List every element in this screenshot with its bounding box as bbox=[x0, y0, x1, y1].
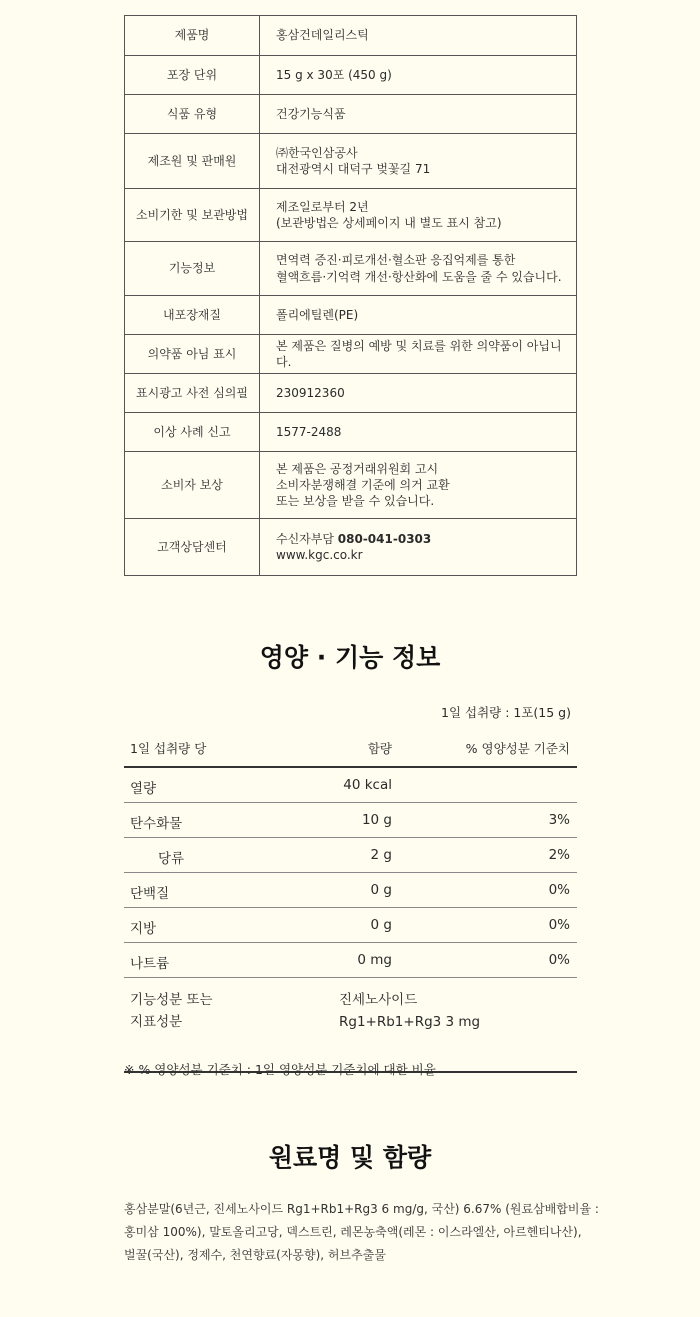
info-label: 표시광고 사전 심의필 bbox=[125, 374, 260, 413]
info-label: 내포장재질 bbox=[125, 296, 260, 335]
info-row-not-medicine bbox=[125, 335, 577, 374]
info-value bbox=[260, 519, 577, 576]
info-row-manufacturer bbox=[125, 134, 577, 189]
nutrition-row-sodium: 나트륨 0 mg 0% bbox=[124, 943, 577, 978]
nutrition-row-protein: 단백질 0 g 0% bbox=[124, 873, 577, 908]
header-amount: 함량 bbox=[367, 741, 392, 756]
info-label: 소비기한 및 보관방법 bbox=[125, 189, 260, 242]
info-label: 식품 유형 bbox=[125, 95, 260, 134]
info-row-compensation bbox=[125, 452, 577, 519]
info-label: 제품명 bbox=[125, 16, 260, 56]
ingredients-title: 원료명 및 함량 bbox=[268, 1143, 432, 1172]
product-info-table bbox=[124, 15, 577, 576]
info-value: 홍삼건데일리스틱 bbox=[260, 16, 577, 56]
info-value: 1577-2488 bbox=[260, 413, 577, 452]
functional-label: 기능성분 또는 지표성분 bbox=[130, 992, 213, 1030]
info-value: 폴리에틸렌(PE) bbox=[260, 296, 577, 335]
phone-number: 080-041-0303 bbox=[337, 531, 432, 546]
info-row-adverse-report bbox=[125, 413, 577, 452]
nutrition-header bbox=[124, 733, 577, 768]
daily-value-footnote: ※ % 영양성분 기준치 : 1일 영양성분 기준치에 대한 비율 bbox=[124, 1062, 436, 1077]
info-value: 면역력 증진·피로개선·혈소판 응집억제를 통한 혈액흐름·기억력 개선·항산화에 도움을 줄 수 있습니다. bbox=[260, 242, 577, 296]
info-row-product-name bbox=[125, 16, 577, 56]
nutrition-row-calories: 열량 40 kcal bbox=[124, 768, 577, 803]
info-value: ㈜한국인삼공사 대전광역시 대덕구 벚꽃길 71 bbox=[260, 134, 577, 189]
info-label: 고객상담센터 bbox=[125, 519, 260, 576]
info-value: 본 제품은 공정거래위원회 고시 소비자분쟁해결 기준에 의거 교환 또는 보상을 받을 수 있습니다. bbox=[260, 452, 577, 519]
info-value: 제조일로부터 2년 (보관방법은 상세페이지 내 별도 표시 참고) bbox=[260, 189, 577, 242]
info-label: 의약품 아님 표시 bbox=[125, 335, 260, 374]
info-label: 포장 단위 bbox=[125, 56, 260, 95]
info-value: 건강기능식품 bbox=[260, 95, 577, 134]
nutrition-table bbox=[124, 733, 577, 1073]
ingredients-text: 홍삼분말(6년근, 진세노사이드 Rg1+Rb1+Rg3 6 mg/g, 국산) 6.67% (원료삼배합비율 : 홍미삼 100%), 말토올리고당, 덱스트린, 레몬농축액(레몬 : 이스라엘산, 아르헨티나산), 벌꿀(국산), 정제수, 천연향료(자몽향), 허브추출물 bbox=[124, 1202, 599, 1262]
info-label: 이상 사례 신고 bbox=[125, 413, 260, 452]
info-row-food-type bbox=[125, 95, 577, 134]
functional-value: 진세노사이드 Rg1+Rb1+Rg3 3 mg bbox=[339, 992, 481, 1030]
header-daily-value: % 영양성분 기준치 bbox=[465, 741, 570, 756]
info-row-customer-center bbox=[125, 519, 577, 576]
info-label: 제조원 및 판매원 bbox=[125, 134, 260, 189]
website-link: www.kgc.co.kr bbox=[276, 548, 363, 562]
nutrition-row-functional-ingredient bbox=[124, 978, 577, 1073]
header-per-serving: 1일 섭취량 당 bbox=[130, 741, 207, 756]
nutrition-title: 영양 · 기능 정보 bbox=[259, 643, 441, 672]
info-value: 본 제품은 질병의 예방 및 치료를 위한 의약품이 아닙니다. bbox=[260, 335, 577, 374]
nutrition-row-sugars: 당류 2 g 2% bbox=[124, 838, 577, 873]
info-label: 소비자 보상 bbox=[125, 452, 260, 519]
info-value: 230912360 bbox=[260, 374, 577, 413]
info-row-package bbox=[125, 56, 577, 95]
info-row-expiry bbox=[125, 189, 577, 242]
toll-free-label: 수신자부담 bbox=[276, 531, 338, 546]
info-row-packaging-material bbox=[125, 296, 577, 335]
info-label: 기능정보 bbox=[125, 242, 260, 296]
info-row-ad-review bbox=[125, 374, 577, 413]
info-value: 15 g x 30포 (450 g) bbox=[260, 56, 577, 95]
nutrition-row-carbohydrate: 탄수화물 10 g 3% bbox=[124, 803, 577, 838]
serving-size: 1일 섭취량 : 1포(15 g) bbox=[441, 705, 571, 720]
info-row-function bbox=[125, 242, 577, 296]
nutrition-row-fat: 지방 0 g 0% bbox=[124, 908, 577, 943]
